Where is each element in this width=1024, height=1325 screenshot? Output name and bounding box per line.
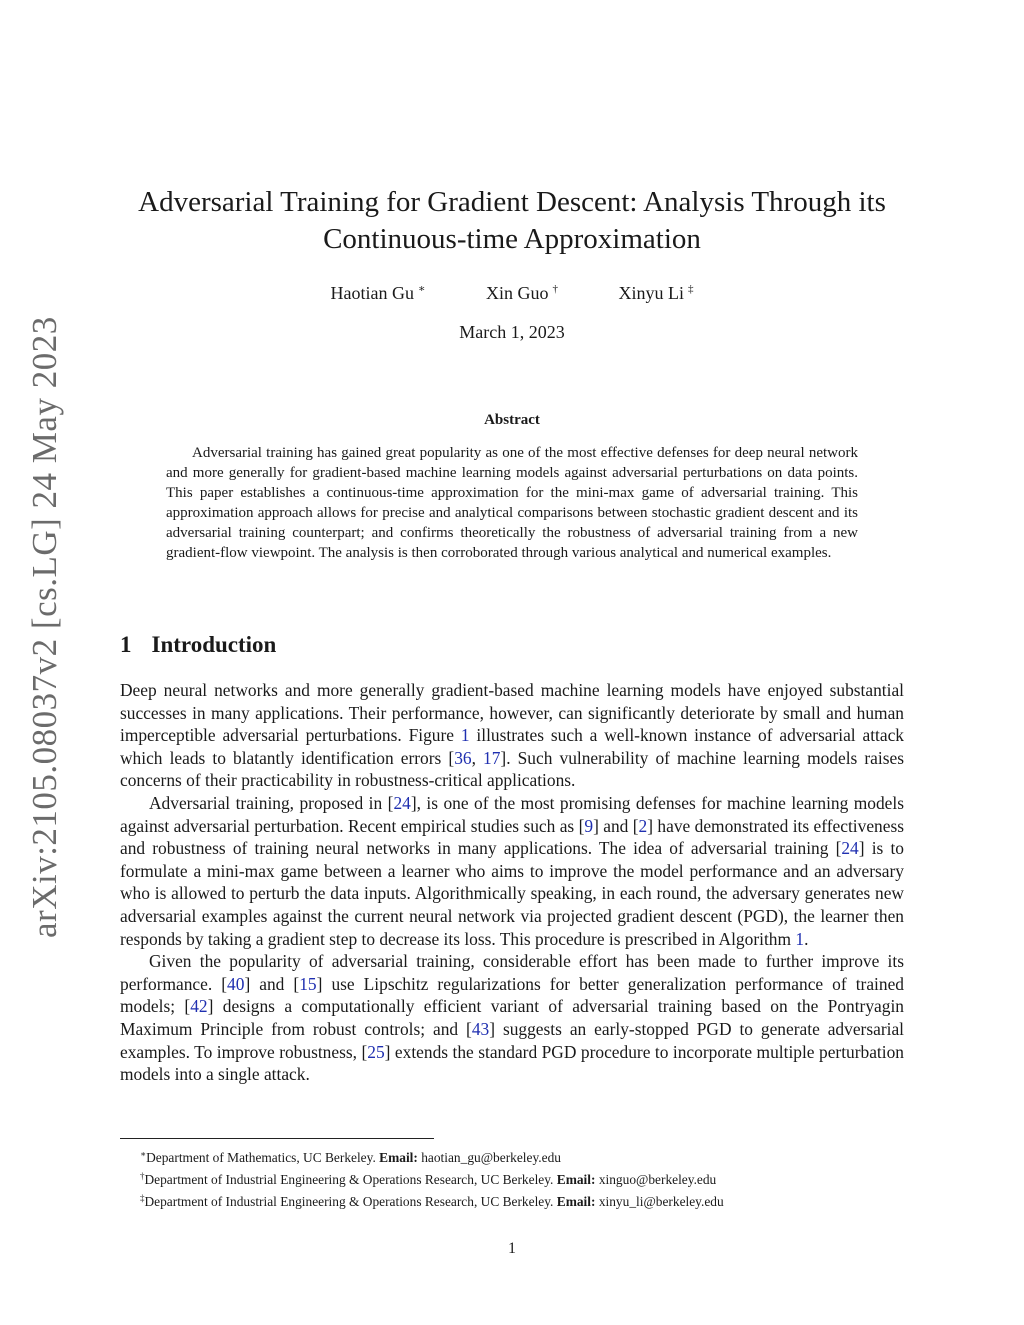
text-run: ] designs a computationally efficient variant of adversarial training based on the Pontryagin Maximum Principle from robust controls; and [: [120, 996, 904, 1039]
author-name: Xin Guo: [485, 283, 549, 303]
author-footnote-mark[interactable]: ‡: [687, 283, 694, 295]
introduction-body: [120, 679, 904, 1086]
footnote-email[interactable]: xinyu_li@berkeley.edu: [598, 1194, 724, 1209]
text-run: ] is to formulate a mini-max game between a learner who aims to improve the model performance and an adversary who is allowed to perturb the data inputs. Algorithmically speaking, in each round, the adversary generates new adversarial examples against the current neural network via projected gradient descent (PGD), the learner then responds by taking a gradient step to decrease its loss. This procedure is prescribed in Algorithm: [120, 838, 904, 949]
text-run: ]. Such vulnerability of machine learning models raises concerns of their practicability in robustness-critical applications.: [120, 747, 904, 791]
text-run: .: [804, 928, 809, 949]
footnote-divider: [120, 1138, 434, 1139]
footnote: [120, 1167, 920, 1189]
citation-link[interactable]: 2: [638, 815, 648, 836]
paper-title: Adversarial Training for Gradient Descent: Analysis Through its Continuous-time Approximation: [138, 186, 886, 255]
email-label: Email:: [379, 1150, 418, 1165]
citation-link[interactable]: 43: [471, 1018, 490, 1039]
citation-link[interactable]: 24: [393, 792, 411, 813]
citation-link[interactable]: 25: [367, 1041, 385, 1062]
author-footnote-mark[interactable]: †: [552, 283, 558, 295]
section-title: Introduction: [151, 632, 277, 657]
footnote-mark: ∗: [140, 1149, 147, 1159]
text-run: Given the popularity of adversarial training, considerable effort has been made to further improve its performance. [: [120, 951, 904, 994]
arxiv-watermark: arXiv:2105.08037v2 [cs.LG] 24 May 2023: [25, 316, 64, 938]
footnote-affiliation: Department of Mathematics, UC Berkeley.: [146, 1150, 376, 1165]
paragraph: [120, 792, 904, 950]
text-run: ] use Lipschitz regularizations for better generalization performance of trained models; [: [120, 973, 904, 1017]
text-run: Adversarial training, proposed in [: [149, 792, 394, 813]
author-list: [0, 282, 1024, 304]
citation-link[interactable]: 9: [584, 815, 594, 836]
paragraph: [120, 679, 904, 792]
citation-link[interactable]: 15: [299, 973, 317, 994]
text-run: ] have demonstrated its effectiveness and robustness of training neural networks in many applications. The idea of adversarial training [: [120, 815, 904, 859]
author: [618, 283, 693, 304]
paragraph: [120, 950, 904, 1086]
page-number: 1: [508, 1240, 516, 1257]
footnote: [120, 1145, 920, 1167]
text-run: ,: [471, 747, 484, 768]
author-name: Haotian Gu: [330, 283, 414, 303]
author: [486, 283, 558, 304]
footnote-email[interactable]: xinguo@berkeley.edu: [598, 1172, 717, 1187]
footnote-affiliation: Department of Industrial Engineering & Operations Research, UC Berkeley.: [144, 1194, 554, 1209]
figure-reference-link[interactable]: 1: [460, 725, 470, 746]
email-label: Email:: [556, 1194, 596, 1209]
publication-date: March 1, 2023: [459, 322, 565, 342]
footnote-affiliation: Department of Industrial Engineering & Operations Research, UC Berkeley.: [144, 1172, 554, 1187]
text-run: ] and [: [244, 973, 300, 994]
citation-link[interactable]: 40: [227, 973, 245, 994]
section-number: 1: [120, 632, 132, 657]
footnotes: [120, 1145, 920, 1211]
text-run: ] extends the standard PGD procedure to incorporate multiple perturbation models into a single attack.: [120, 1041, 904, 1085]
footnote: [120, 1189, 920, 1211]
abstract-heading: Abstract: [484, 412, 540, 428]
text-run: Deep neural networks and more generally gradient-based machine learning models have enjoyed substantial successes in many applications. Their performance, however, can significantly deteriorate by small and human imperceptible adversarial perturbations. Figure: [120, 680, 904, 746]
author-footnote-mark[interactable]: ∗: [418, 283, 426, 295]
abstract-text: Adversarial training has gained great popularity as one of the most effective defenses for deep neural network and more generally for gradient-based machine learning models against adversarial perturbations on data points. This paper establishes a continuous-time approximation for the mini-max game of adversarial training. This approximation approach allows for precise and analytical comparisons between stochastic gradient descent and its adversarial training counterpart; and confirms theoretically the robustness of adversarial training from a new gradient-flow viewpoint. The analysis is then corroborated through various analytical and numerical examples.: [166, 445, 858, 561]
text-run: ] suggests an early-stopped PGD to generate adversarial examples. To improve robustness, [: [120, 1018, 904, 1062]
citation-link[interactable]: 42: [190, 996, 208, 1017]
text-run: ] and [: [593, 815, 639, 836]
section-heading: [120, 632, 276, 658]
text-run: ], is one of the most promising defenses for machine learning models against adversarial perturbation. Recent empirical studies such as [: [120, 792, 904, 836]
author: [331, 282, 426, 304]
algorithm-reference-link[interactable]: 1: [795, 928, 805, 949]
author-name: Xinyu Li: [618, 283, 684, 303]
citation-link[interactable]: 24: [841, 838, 859, 859]
citation-link[interactable]: 36: [454, 747, 472, 768]
footnote-mark: †: [140, 1171, 145, 1181]
text-run: illustrates such a well-known instance of adversarial attack which leads to blatantly identification errors [: [120, 725, 905, 768]
email-label: Email:: [556, 1172, 596, 1187]
citation-link[interactable]: 17: [483, 747, 501, 768]
footnote-mark: ‡: [140, 1193, 145, 1203]
footnote-email[interactable]: haotian_gu@berkeley.edu: [421, 1150, 561, 1165]
